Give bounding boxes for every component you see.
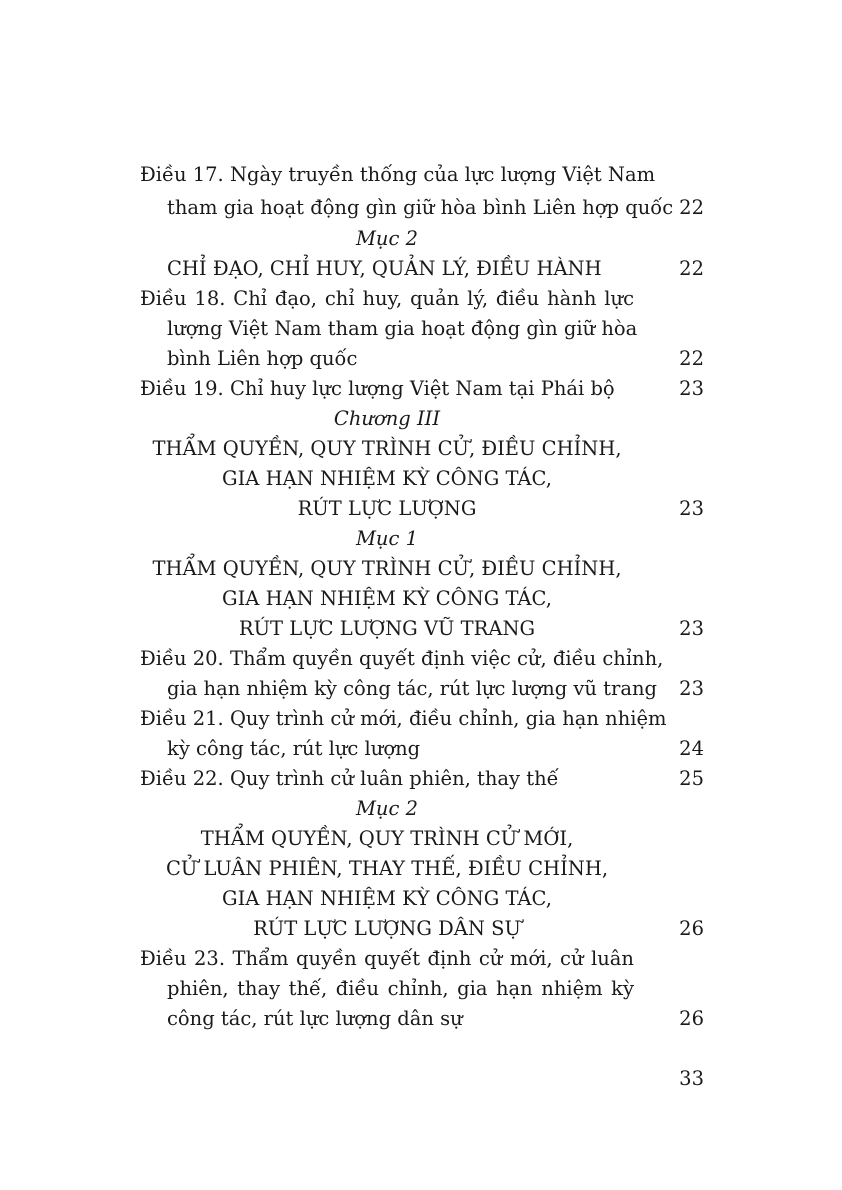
toc-dieu17-line2: tham gia hoạt động gìn giữ hòa bình Liên hợp quốc [167,196,674,219]
toc-muc2a-label: Mục 2 [355,227,419,250]
toc-dieu19-line1: Điều 19. Chỉ huy lực lượng Việt Nam tại Phái bộ [140,377,615,400]
toc-dieu20-line1: Điều 20. Thẩm quyền quyết định việc cử, điều chỉnh, [140,647,664,670]
toc-dieu23-line3: công tác, rút lực lượng dân sự [167,1007,463,1030]
toc-muc2a-page: 22 [679,257,704,280]
toc-dieu21-line2: kỳ công tác, rút lực lượng [167,737,421,760]
toc-dieu21-page: 24 [679,737,704,760]
toc-muc2b-label: Mục 2 [355,797,419,820]
toc-dieu23-line1: Điều 23. Thẩm quyền quyết định cử mới, cử luân [140,947,634,970]
toc-dieu20-line2: gia hạn nhiệm kỳ công tác, rút lực lượng vũ trang [167,677,657,700]
toc-muc2b-title3: GIA HẠN NHIỆM KỲ CÔNG TÁC, [222,887,552,910]
toc-chuong3-title2: GIA HẠN NHIỆM KỲ CÔNG TÁC, [222,467,552,490]
toc-dieu23-page: 26 [679,1007,704,1030]
toc-muc2b-title2: CỬ LUÂN PHIÊN, THAY THẾ, ĐIỀU CHỈNH, [165,857,609,880]
toc-dieu21-line1: Điều 21. Quy trình cử mới, điều chỉnh, gia hạn nhiệm [140,707,667,730]
toc-muc1-title1: THẨM QUYỀN, QUY TRÌNH CỬ, ĐIỀU CHỈNH, [152,557,622,580]
toc-muc1-title2: GIA HẠN NHIỆM KỲ CÔNG TÁC, [222,587,552,610]
toc-chuong3-label: Chương III [333,407,441,430]
toc-dieu22-line1: Điều 22. Quy trình cử luân phiên, thay thế [140,767,559,790]
toc-chuong3-title1: THẨM QUYỀN, QUY TRÌNH CỬ, ĐIỀU CHỈNH, [152,437,622,460]
toc-dieu18-line2: lượng Việt Nam tham gia hoạt động gìn giữ hòa [167,317,638,340]
toc-chuong3-title3: RÚT LỰC LƯỢNG [297,497,477,520]
toc-muc1-label: Mục 1 [355,527,419,550]
toc-muc2a-title: CHỈ ĐẠO, CHỈ HUY, QUẢN LÝ, ĐIỀU HÀNH [167,257,602,280]
toc-dieu19-page: 23 [679,377,704,400]
toc-dieu22-page: 25 [679,767,704,790]
toc-dieu18-line3: bình Liên hợp quốc [167,347,358,370]
toc-muc2b-title1: THẨM QUYỀN, QUY TRÌNH CỬ MỚI, [200,827,574,850]
toc-chuong3-page: 23 [679,497,704,520]
toc-dieu17-page: 22 [679,196,704,219]
toc-muc1-title3: RÚT LỰC LƯỢNG VŨ TRANG [238,617,536,640]
toc-dieu18-page: 22 [679,347,704,370]
toc-dieu20-page: 23 [679,677,704,700]
toc-muc2b-page: 26 [679,917,704,940]
toc-muc2b-title4: RÚT LỰC LƯỢNG DÂN SỰ [253,917,521,940]
toc-dieu23-line2: phiên, thay thế, điều chỉnh, gia hạn nhiệm kỳ [167,977,634,1000]
page-number: 33 [679,1067,704,1090]
toc-dieu17-line1: Điều 17. Ngày truyền thống của lực lượng Việt Nam [140,163,656,186]
toc-muc1-page: 23 [679,617,704,640]
toc-dieu18-line1: Điều 18. Chỉ đạo, chỉ huy, quản lý, điều hành lực [140,287,634,310]
